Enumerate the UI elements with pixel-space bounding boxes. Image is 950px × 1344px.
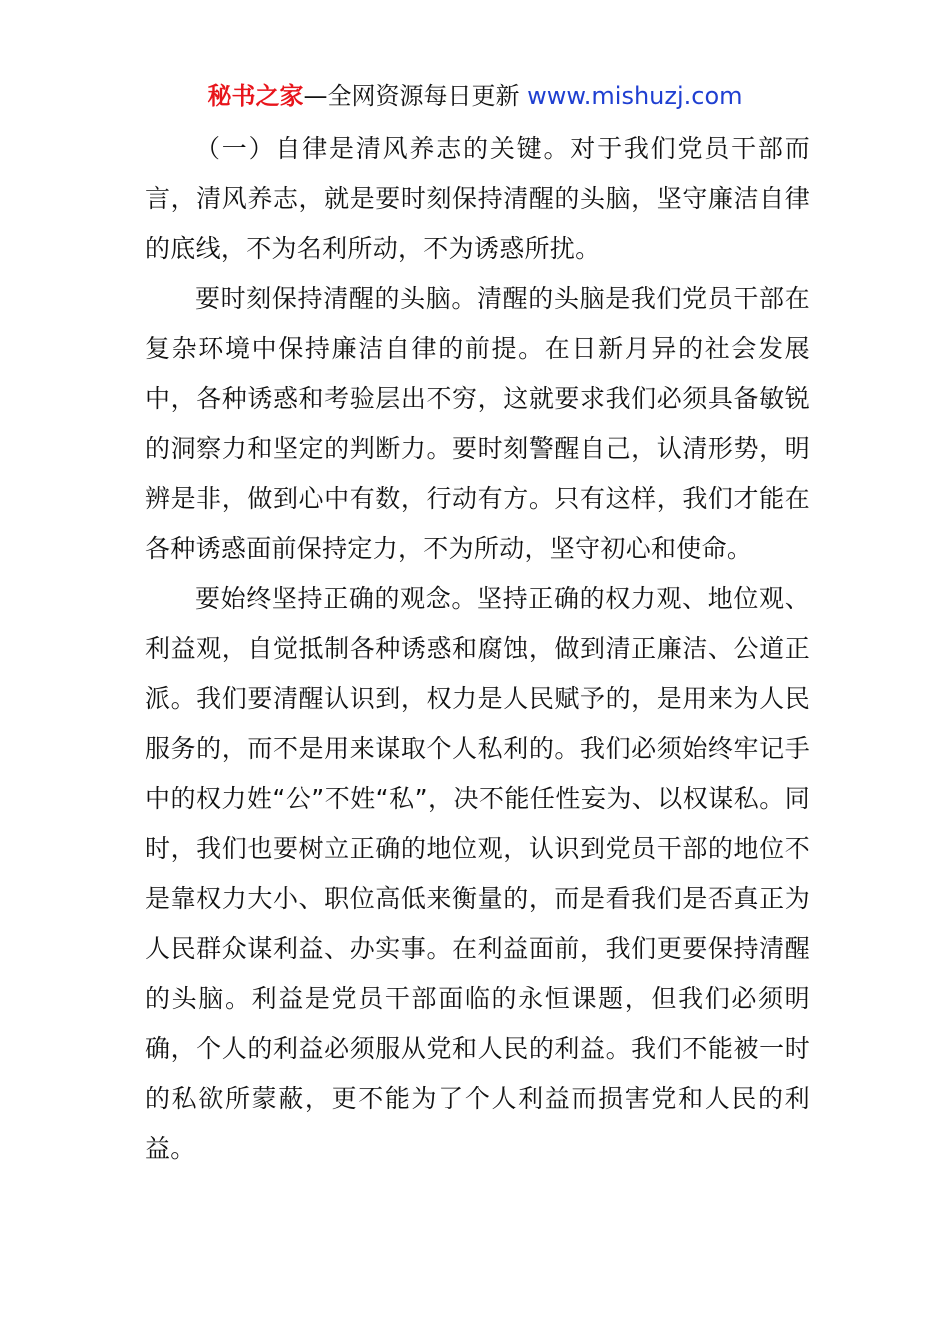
header-tagline: —全网资源每日更新 bbox=[303, 82, 528, 110]
site-url-link[interactable]: www.mishuzj.com bbox=[527, 82, 743, 110]
paragraph-3: 要始终坚持正确的观念。坚持正确的权力观、地位观、利益观，自觉抵制各种诱惑和腐蚀，做到清正廉洁、公道正派。我们要清醒认识到，权力是人民赋予的，是用来为人民服务的，而不是用来谋取个人私利的。我们必须始终牢记手中的权力姓“公”不姓“私”，决不能任性妄为、以权谋私。同时，我们也要树立正确的地位观，认识到党员干部的地位不是靠权力大小、职位高低来衡量的，而是看我们是否真正为人民群众谋利益、办实事。在利益面前，我们更要保持清醒的头脑。利益是党员干部面临的永恒课题，但我们必须明确，个人的利益必须服从党和人民的利益。我们不能被一时的私欲所蒙蔽，更不能为了个人利益而损害党和人民的利益。 bbox=[145, 584, 810, 1163]
paragraph-1: （一）自律是清风养志的关键。对于我们党员干部而言，清风养志，就是要时刻保持清醒的头脑，坚守廉洁自律的底线，不为名利所动，不为诱惑所扰。 bbox=[145, 134, 810, 263]
paragraph-2: 要时刻保持清醒的头脑。清醒的头脑是我们党员干部在复杂环境中保持廉洁自律的前提。在日新月异的社会发展中，各种诱惑和考验层出不穷，这就要求我们必须具备敏锐的洞察力和坚定的判断力。要时刻警醒自己，认清形势，明辨是非，做到心中有数，行动有方。只有这样，我们才能在各种诱惑面前保持定力，不为所动，坚守初心和使命。 bbox=[145, 284, 810, 563]
brand-name: 秘书之家 bbox=[207, 82, 304, 110]
page-header bbox=[0, 80, 950, 112]
document-body bbox=[145, 124, 810, 1174]
